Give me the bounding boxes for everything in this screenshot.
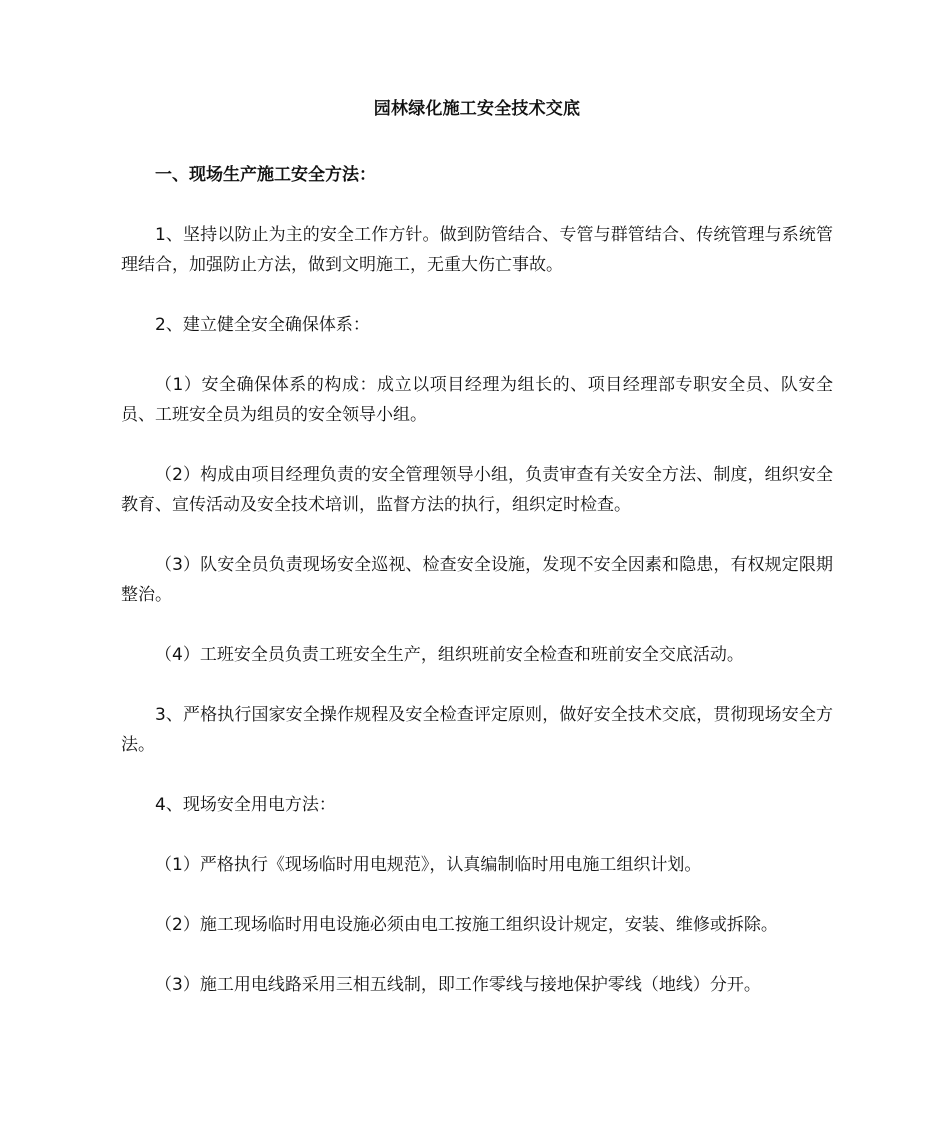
paragraph-7: 3、严格执行国家安全操作规程及安全检查评定原则，做好安全技术交底，贯彻现场安全方法。	[121, 705, 833, 755]
paragraph-5: （3）队安全员负责现场安全巡视、检查安全设施，发现不安全因素和隐患，有权规定限期整治。	[121, 555, 833, 605]
document-content	[121, 94, 833, 1000]
paragraph-4: （2）构成由项目经理负责的安全管理领导小组，负责审查有关安全方法、制度，组织安全教育、宣传活动及安全技术培训，监督方法的执行，组织定时检查。	[121, 465, 833, 515]
section-heading-1: 一、现场生产施工安全方法：	[155, 165, 376, 185]
paragraph-10: （2）施工现场临时用电设施必须由电工按施工组织设计规定，安装、维修或拆除。	[155, 915, 778, 935]
document-title: 园林绿化施工安全技术交底	[373, 99, 581, 119]
paragraph-11: （3）施工用电线路采用三相五线制，即工作零线与接地保护零线（地线）分开。	[155, 975, 761, 995]
paragraph-2: 2、建立健全安全确保体系：	[155, 315, 370, 335]
paragraph-6: （4）工班安全员负责工班安全生产，组织班前安全检查和班前安全交底活动。	[155, 645, 744, 665]
paragraph-9: （1）严格执行《现场临时用电规范》，认真编制临时用电施工组织计划。	[155, 855, 702, 875]
paragraph-3: （1）安全确保体系的构成：成立以项目经理为组长的、项目经理部专职安全员、队安全员、工班安全员为组员的安全领导小组。	[121, 375, 833, 425]
paragraph-8: 4、现场安全用电方法：	[155, 795, 336, 815]
paragraph-1: 1、坚持以防止为主的安全工作方针。做到防管结合、专管与群管结合、传统管理与系统管理结合，加强防止方法，做到文明施工，无重大伤亡事故。	[121, 225, 833, 275]
